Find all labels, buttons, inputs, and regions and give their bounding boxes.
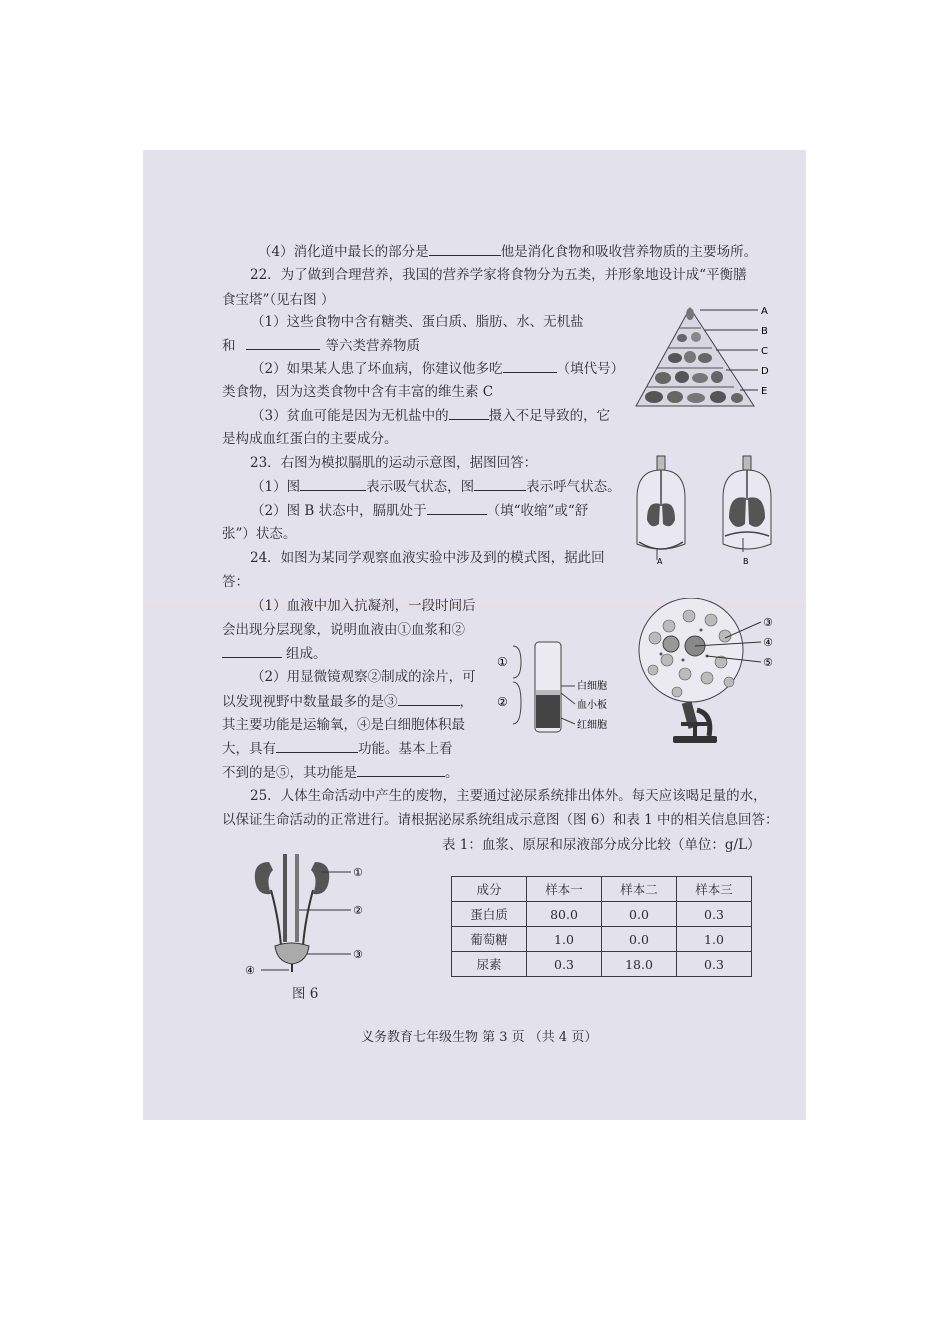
composition-table [451,876,752,977]
q22-part2-cont: 类食物，因为这类食物中含有丰富的维生素 C [222,384,494,400]
pyramid-label-d: D [761,366,769,377]
table-cell: 葡萄糖 [452,927,527,952]
answer-blank [427,501,487,515]
q24-part1-cont2 [222,644,327,663]
bell-jar-a [637,456,685,560]
q24-p2-period: 。 [445,765,459,781]
q24-intro-line2: 答： [222,574,249,590]
q24-intro-line1: 24．如图为某同学观察血液实验中涉及到的模式图，据此回 [250,550,605,566]
tube-mark-1: ① [497,655,508,669]
table-header-cell: 样本三 [677,877,752,902]
q23-intro: 23．右图为模拟膈肌的运动示意图，据图回答： [250,455,538,471]
answer-blank [357,763,445,777]
bell-jar-b [723,456,771,552]
q22-p3-tail: 摄入不足导致的，它 [488,408,611,424]
table-cell: 0.3 [677,952,752,977]
q25-intro-line2: 以保证生命活动的正常进行。请根据泌尿系统组成示意图（图 6）和表 1 中的相关信息回答： [222,812,779,828]
q24-p2-text-e: 大，具有 [222,741,276,757]
q24-p2-comma: ， [459,694,473,710]
answer-blank [246,336,320,350]
q22-p1-and: 和 [222,338,236,354]
pyramid-label-e: E [761,386,768,397]
smear-mark-5: ⑤ [763,656,773,669]
q21-text-a: （4）消化道中最长的部分是 [258,244,429,260]
answer-blank [276,739,358,753]
q21-text-b: 他是消化食物和吸收营养物质的主要场所。 [500,244,758,260]
table-header-row [452,877,752,902]
urinary-system-figure [241,850,381,978]
blood-test-tube-figure [495,638,631,742]
urinary-mark-3: ③ [353,948,363,961]
q21-part4 [258,242,757,261]
answer-blank [474,477,526,491]
table-row [452,902,752,927]
q23-p2-hint: （填“收缩”或“舒 [486,503,589,519]
q22-part1: （1）这些食物中含有糖类、蛋白质、脂肪、水、无机盐 [251,314,584,330]
table-row [452,927,752,952]
figure-6-caption: 图 6 [292,986,319,1002]
bell-jar-label-b: B [743,557,749,566]
q22-p3-text: （3）贫血可能是因为无机盐中的 [251,408,449,424]
q24-part2-line5 [222,763,459,782]
microscope-icon [673,701,717,743]
bell-jar-label-a: A [657,557,663,566]
q22-part2 [251,359,624,378]
q22-part1-cont [222,336,420,355]
q25-table-title: 表 1：血浆、原尿和尿液部分成分比较（单位：g/L） [442,837,761,853]
q24-part2-line2 [222,692,473,711]
q24-part2-line3: 其主要功能是运输氧，④是白细胞体积最 [222,717,465,733]
q23-p1-text-a: （1）图 [251,479,301,495]
answer-blank [503,359,557,373]
smear-mark-3: ③ [763,616,773,629]
answer-blank [222,644,282,658]
q24-p2-text-b: 以发现视野中数量最多的是③ [222,694,398,710]
q23-part1 [251,477,621,496]
q24-p1-tail: 组成。 [286,646,327,662]
food-pyramid-figure [630,288,780,414]
table-cell: 0.0 [602,902,677,927]
blood-smear-microscope-figure [633,598,783,746]
urinary-mark-2: ② [353,904,363,917]
q25-intro-line1: 25．人体生命活动中产生的废物，主要通过泌尿系统排出体外。每天应该喝足量的水， [250,788,767,804]
q22-p1-tail: 等六类营养物质 [325,338,420,354]
smear-mark-4: ④ [763,636,773,649]
exam-page [143,150,806,1120]
page-footer: 义务教育七年级生物 第 3 页 （共 4 页） [361,1030,598,1045]
answer-blank [429,242,501,256]
q24-p2-text-g: 不到的是⑤，其功能是 [222,765,357,781]
pyramid-label-b: B [761,326,768,337]
table-cell: 80.0 [527,902,602,927]
q22-part3-cont: 是构成血红蛋白的主要成分。 [222,431,398,447]
table-header-cell: 样本二 [602,877,677,902]
table-cell: 尿素 [452,952,527,977]
q23-part2 [251,501,588,520]
q24-part1: （1）血液中加入抗凝剂，一段时间后 [251,598,476,614]
table-header-cell: 样本一 [527,877,602,902]
urinary-mark-1: ① [353,866,363,879]
table-cell: 蛋白质 [452,902,527,927]
tube-label-platelets: 血小板 [577,700,607,711]
tube-label-white-cells: 白细胞 [577,681,607,692]
q24-part1-cont: 会出现分层现象，说明血液由①血浆和② [222,622,465,638]
pyramid-label-c: C [761,346,768,357]
table-cell: 0.0 [602,927,677,952]
answer-blank [449,406,489,420]
table-cell: 18.0 [602,952,677,977]
q22-p2-hint: （填代号） [556,361,625,377]
q24-part2: （2）用显微镜观察②制成的涂片，可 [251,669,476,685]
table-cell: 0.3 [677,902,752,927]
q23-p2-text: （2）图 B 状态中，膈肌处于 [251,503,427,519]
answer-blank [300,477,366,491]
bell-jar-figure [627,448,787,566]
q22-p2-text: （2）如果某人患了坏血病，你建议他多吃 [251,361,503,377]
q23-p1-text-b: 表示吸气状态，图 [366,479,475,495]
q24-p2-text-f: 功能。基本上看 [358,741,453,757]
q24-part2-line4 [222,739,453,758]
table-header-cell: 成分 [452,877,527,902]
pyramid-label-a: A [761,306,768,317]
answer-blank [398,692,460,706]
q23-part2-cont: 张”）状态。 [222,526,297,542]
table-cell: 0.3 [527,952,602,977]
table-row [452,952,752,977]
tube-label-red-cells: 红细胞 [577,720,607,731]
q23-p1-text-c: 表示呼气状态。 [526,479,621,495]
table-cell: 1.0 [677,927,752,952]
q22-part3 [251,406,610,425]
q22-intro-line2: 食宝塔”（见右图 ） [222,292,335,308]
tube-mark-2: ② [497,695,508,709]
urinary-mark-4: ④ [245,964,255,977]
q22-intro-line1: 22．为了做到合理营养，我国的营养学家将食物分为五类，并形象地设计成“平衡膳 [250,267,747,283]
table-cell: 1.0 [527,927,602,952]
